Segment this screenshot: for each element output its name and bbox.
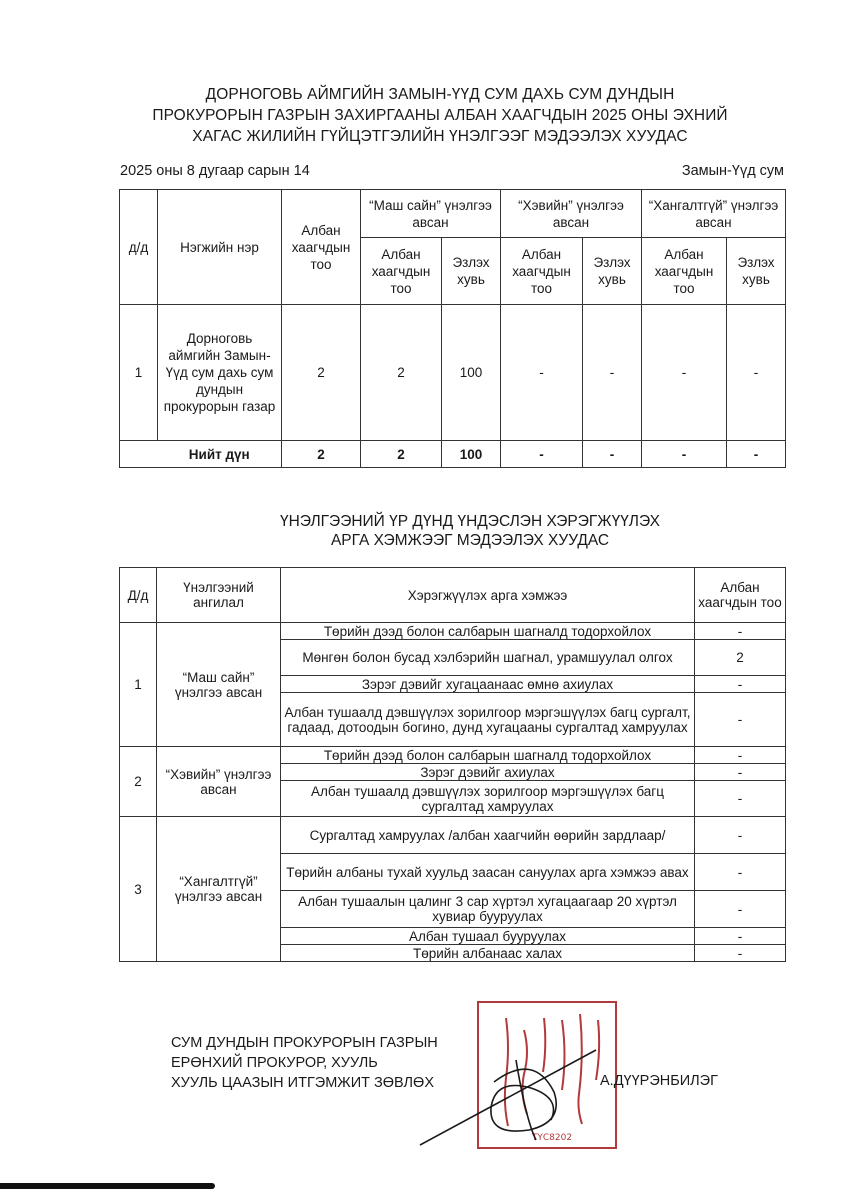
signature-line-1: СУМ ДУНДЫН ПРОКУРОРЫН ГАЗРЫН [171, 1035, 438, 1051]
header-normal: “Хэвийн” үнэлгээ авсан [501, 190, 642, 238]
measure-text: Албан тушаалд дэвшүүлэх зорилгоор мэргэшүүлэх багц сургалт, гадаад, дотоодын богино, дунд хугацааны сургалтад хамруулах [281, 693, 695, 747]
total-row [120, 441, 786, 468]
measure-text: Төрийн албаны тухай хуульд заасан сануулах арга хэмжээ авах [281, 854, 695, 891]
measure-count: - [695, 928, 786, 945]
measure-text: Төрийн албанаас халах [281, 945, 695, 962]
total-n-share: - [583, 441, 642, 468]
header-unit-name: Нэгжийн нэр [158, 190, 282, 305]
total-label: Нийт дүн [158, 441, 282, 468]
header-measure: Хэрэгжүүлэх арга хэмжээ [281, 568, 695, 623]
total-p-count: - [642, 441, 727, 468]
signature-line-3: ХУУЛЬ ЦААЗЫН ИТГЭМЖИТ ЗӨВЛӨХ [171, 1075, 435, 1091]
title-line-3: ХАГАС ЖИЛИЙН ГҮЙЦЭТГЭЛИЙН ҮНЭЛГЭЭГ МЭДЭЭЛЭХ ХУУДАС [192, 128, 688, 145]
total-blank [120, 441, 158, 468]
total-vg-share: 100 [442, 441, 501, 468]
total-vg-count: 2 [361, 441, 442, 468]
subheader-count: Албан хаагчдын тоо [501, 238, 583, 305]
group-category: “Маш сайн” үнэлгээ авсан [157, 623, 281, 747]
table-row [120, 623, 786, 640]
measure-count: - [695, 623, 786, 640]
measure-count: - [695, 676, 786, 693]
header-count: Албан хаагчдын тоо [282, 190, 361, 305]
section2-title-line-1: ҮНЭЛГЭЭНИЙ ҮР ДҮНД ҮНДЭСЛЭН ХЭРЭГЖҮҮЛЭХ [280, 513, 660, 530]
measure-text: Төрийн дээд болон салбарын шагналд тодорхойлох [281, 623, 695, 640]
subheader-count: Албан хаагчдын тоо [361, 238, 442, 305]
signature-stroke [516, 1060, 536, 1140]
measure-text: Зэрэг дэвийг хугацаанаас өмнө ахиулах [281, 676, 695, 693]
total-count: 2 [282, 441, 361, 468]
measure-count: - [695, 891, 786, 928]
table-row [120, 747, 786, 764]
measure-text: Зэрэг дэвийг ахиулах [281, 764, 695, 781]
header-very-good: “Маш сайн” үнэлгээ авсан [361, 190, 501, 238]
subheader-count: Албан хаагчдын тоо [642, 238, 727, 305]
measure-text: Албан тушаалын цалинг 3 сар хүртэл хугацаагаар 20 хүртэл хувиар бууруулах [281, 891, 695, 928]
measure-count: - [695, 945, 786, 962]
measure-text: Мөнгөн болон бусад хэлбэрийн шагнал, урамшуулал олгох [281, 640, 695, 676]
measure-text: Сургалтад хамруулах /албан хаагчийн өөрийн зардлаар/ [281, 817, 695, 854]
cell-count: 2 [282, 305, 361, 441]
document-place: Замын-Үүд сум [681, 163, 784, 179]
header-no: д/д [120, 190, 158, 305]
header-count: Албан хаагчдын тоо [695, 568, 786, 623]
handwritten-signature [416, 1020, 616, 1150]
header-no: Д/д [120, 568, 157, 623]
total-n-count: - [501, 441, 583, 468]
cell-n-count: - [501, 305, 583, 441]
cell-unit-name: Дорноговь аймгийн Замын-Үүд сум дахь сум дундын прокурорын газар [158, 305, 282, 441]
subheader-share: Эзлэх хувь [727, 238, 786, 305]
cell-vg-share: 100 [442, 305, 501, 441]
section2-title [230, 512, 710, 550]
title-line-1: ДОРНОГОВЬ АЙМГИЙН ЗАМЫН-ҮҮД СУМ ДАХЬ СУМ ДУНДЫН [205, 86, 675, 103]
stamp-code: ТҮС8202 [531, 1133, 573, 1143]
measure-count: - [695, 747, 786, 764]
group-category: “Хэвийн” үнэлгээ авсан [157, 747, 281, 817]
measure-count: - [695, 854, 786, 891]
group-no: 3 [120, 817, 157, 962]
group-no: 1 [120, 623, 157, 747]
subheader-share: Эзлэх хувь [442, 238, 501, 305]
measure-text: Албан тушаал бууруулах [281, 928, 695, 945]
cell-vg-count: 2 [361, 305, 442, 441]
measure-count: - [695, 764, 786, 781]
signature-line-2: ЕРӨНХИЙ ПРОКУРОР, ХУУЛЬ [171, 1055, 378, 1071]
cell-no: 1 [120, 305, 158, 441]
measures-table [119, 567, 786, 962]
measure-count: - [695, 781, 786, 817]
document-title [100, 84, 780, 147]
signer-name: А.ДҮҮРЭНБИЛЭГ [600, 1073, 718, 1089]
measure-text: Албан тушаалд дэвшүүлэх зорилгоор мэргэшүүлэх багц сургалтад хамруулах [281, 781, 695, 817]
total-p-share: - [727, 441, 786, 468]
measure-count: - [695, 693, 786, 747]
document-date: 2025 оны 8 дугаар сарын 14 [120, 163, 310, 179]
performance-summary-table [119, 189, 786, 468]
measure-count: 2 [695, 640, 786, 676]
title-line-2: ПРОКУРОРЫН ГАЗРЫН ЗАХИРГААНЫ АЛБАН ХААГЧДЫН 2025 ОНЫ ЭХНИЙ [152, 107, 728, 124]
cell-p-share: - [727, 305, 786, 441]
scan-artifact-line [0, 1183, 215, 1189]
measure-count: - [695, 817, 786, 854]
header-category: Үнэлгээний ангилал [157, 568, 281, 623]
cell-n-share: - [583, 305, 642, 441]
group-category: “Хангалтгүй” үнэлгээ авсан [157, 817, 281, 962]
group-no: 2 [120, 747, 157, 817]
signature-block [171, 1033, 438, 1093]
cell-p-count: - [642, 305, 727, 441]
table-row [120, 305, 786, 441]
section2-title-line-2: АРГА ХЭМЖЭЭГ МЭДЭЭЛЭХ ХУУДАС [330, 532, 610, 549]
subheader-share: Эзлэх хувь [583, 238, 642, 305]
header-poor: “Хангалтгүй” үнэлгээ авсан [642, 190, 786, 238]
measure-text: Төрийн дээд болон салбарын шагналд тодорхойлох [281, 747, 695, 764]
table-row [120, 817, 786, 854]
